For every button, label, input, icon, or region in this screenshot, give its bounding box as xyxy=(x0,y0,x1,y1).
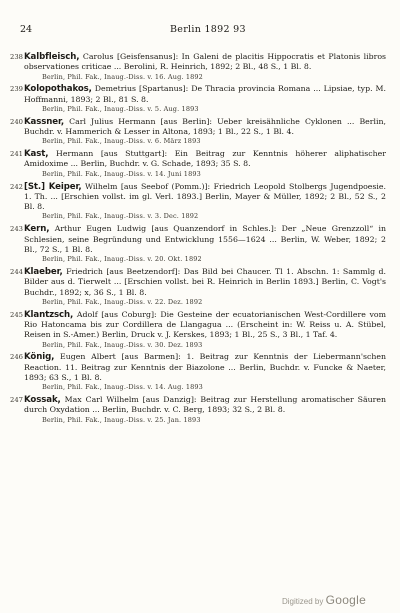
bibliography-entry xyxy=(10,149,387,178)
running-title: Berlin 1892 93 xyxy=(170,24,246,35)
entry-citation xyxy=(24,117,386,138)
google-logo: Google xyxy=(325,593,367,607)
thesis-note: Berlin, Phil. Fak., Inaug.-Diss. v. 25. Jan. 1893 xyxy=(42,415,201,424)
bibliography-entry xyxy=(10,224,386,264)
page-header xyxy=(20,24,386,38)
author-given-name: Friedrich xyxy=(66,266,103,276)
entry-text: [aus Stuttgart]: Ein Beitrag zur Kenntnis höherer aliphatischer Amidoxime ... Berlin, Buchdr. v. G. Schade, 1893; 35 S. 8. xyxy=(24,149,387,169)
thesis-note: Berlin, Phil. Fak., Inaug.-Diss. v. 14. Aug. 1893 xyxy=(42,383,203,392)
entry-citation xyxy=(24,182,386,213)
author-given-name: Hermann xyxy=(56,149,94,159)
entry-number: 240 xyxy=(10,117,23,126)
author-given-name: Adolf xyxy=(76,309,98,319)
thesis-note: Berlin, Phil. Fak., Inaug.-Diss. v. 3. Dec. 1892 xyxy=(42,212,199,221)
bibliography-list xyxy=(10,52,387,427)
thesis-note: Berlin, Phil. Fak., Inaug.-Diss. v. 6. März 1893 xyxy=(42,137,201,146)
author-surname: Kast, xyxy=(24,149,49,160)
entry-number: 246 xyxy=(10,353,23,362)
author-given-name: Wilhelm xyxy=(85,181,118,191)
author-given-name: Carolus xyxy=(82,52,114,61)
entry-text: [aus Danzig]: Beitrag zur Herstellung aromatischer Säuren durch Oxydation ... Berlin, Buchdr. v. C. Berg, 1893; 32 S., 2 Bl. 8. xyxy=(24,395,387,415)
entry-citation xyxy=(24,224,386,255)
entry-number: 243 xyxy=(10,225,23,234)
author-given-name: Eugen Albert xyxy=(60,352,116,362)
author-given-name: Carl Julius Hermann xyxy=(69,116,156,126)
entry-text: [aus Beetzendorf]: Das Bild bei Chaucer. Tl 1. Abschn. 1: Sammlg d. Bilder aus d. Tierwelt ... [Erschien vollst. bei R. Heinrich in Berlin 1893.] Berlin, C. Vogt's Buchdr., 1892; x, 36 S., 1 Bl. 8. xyxy=(24,266,387,297)
entry-citation xyxy=(24,310,386,341)
entry-citation xyxy=(24,52,386,73)
author-surname: König, xyxy=(24,352,55,363)
thesis-note: Berlin, Phil. Fak., Inaug.-Diss. v. 22. Dez. 1892 xyxy=(42,297,203,306)
thesis-note: Berlin, Phil. Fak., Inaug.-Diss. v. 5. Aug. 1893 xyxy=(42,104,199,113)
thesis-note: Berlin, Phil. Fak., Inaug.-Diss. v. 14. Juni 1893 xyxy=(42,169,201,178)
author-surname: Kern, xyxy=(24,224,50,235)
entry-citation xyxy=(24,395,386,416)
entry-citation xyxy=(24,352,386,383)
author-given-name: Arthur Eugen Ludwig xyxy=(54,224,147,234)
entry-citation xyxy=(24,267,386,298)
author-surname: Kalbfleisch, xyxy=(24,52,80,62)
bibliography-entry xyxy=(10,181,386,222)
entry-number: 247 xyxy=(10,396,23,404)
entry-text: [Geisfensanus]: In Galeni de placitis Hippocratis et Platonis libros observationes criticae ... Berolini, R. Heinrich, 1892; 2 Bl., 48 S., 1 Bl. 8. xyxy=(24,52,387,72)
entry-number: 244 xyxy=(10,267,23,276)
page-number: 24 xyxy=(20,24,33,35)
thesis-note: Berlin, Phil. Fak., Inaug.-Diss. v. 16. Aug. 1892 xyxy=(42,72,203,81)
entry-text: [Spartanus]: De Thracia provincia Romana ... Lipsiae, typ. M. Hoffmanni, 1893; 2 Bl., 81 S. 8. xyxy=(24,84,386,104)
author-surname: Klantzsch, xyxy=(24,309,74,320)
bibliography-entry xyxy=(10,84,386,113)
entry-text: [aus Berlin]: Ueber kreisähnliche Cyklonen ... Berlin, Buchdr. v. Hammerich & Lesser in Altona, 1893; 1 Bl., 22 S., 1 Bl. 4. xyxy=(24,116,386,137)
bibliography-entry xyxy=(10,266,387,307)
entry-number: 241 xyxy=(10,150,23,159)
thesis-note: Berlin, Phil. Fak., Inaug.-Diss. v. 30. Dez. 1893 xyxy=(42,340,203,349)
entry-number: 239 xyxy=(10,85,23,94)
author-surname: Klaeber, xyxy=(24,266,63,277)
entry-text: [aus Barmen]: 1. Beitrag zur Kenntnis der Liebermann'schen Reaction. 11. Beitrag zur Kenntnis der Biazolone ... Berlin, Buchdr. v. Funcke & Naeter, 1893; 63 S., 1 Bl. 8. xyxy=(24,352,386,382)
bibliography-entry xyxy=(10,309,386,350)
bibliography-entry xyxy=(10,52,387,81)
author-given-name: Demetrius xyxy=(94,84,137,94)
entry-number: 245 xyxy=(10,310,23,319)
author-surname: Kolopothakos, xyxy=(24,84,92,95)
entry-text: [aus Coburg]: Die Gesteine der ecuatorianischen West-Cordillere vom Rio Hatoncama bis zur Cordillera de Llangagua ... (Erscheint in: W. Reiss u. A. Stübel, Reisen in S.-Amer.) Berlin, Druck v. J. Kerskes, 1893; 1 Bl., 25 S., 3 Bl., 1 Taf. 4. xyxy=(24,309,386,340)
bibliography-entry xyxy=(10,395,387,424)
bibliography-entry xyxy=(10,352,386,392)
thesis-note: Berlin, Phil. Fak., Inaug.-Diss. v. 20. Okt. 1892 xyxy=(42,255,202,264)
author-surname: [St.] Keiper, xyxy=(24,181,82,192)
author-surname: Kossak, xyxy=(24,395,61,405)
author-surname: Kassner, xyxy=(24,116,65,127)
entry-number: 238 xyxy=(10,53,23,61)
entry-citation xyxy=(24,149,386,170)
author-given-name: Max Carl Wilhelm xyxy=(64,395,139,404)
digitization-watermark xyxy=(282,593,366,607)
entry-citation xyxy=(24,84,386,105)
bibliography-entry xyxy=(10,116,386,146)
watermark-text: Digitized by xyxy=(282,597,324,606)
entry-text: [aus Quanzendorf in Schles.]: Der „Neue Grenzzoll“ in Schlesien, seine Begründung und Entwicklung 1556—1624 ... Berlin, W. Weber, 1892; 2 Bl., 72 S., 1 Bl. 8. xyxy=(24,224,386,254)
entry-text: [aus Seebof (Pomm.)]: Friedrich Leopold Stolbergs Jugendpoesie. 1. Th. ... [Erschien vollst. im gl. Verl. 1893.] Berlin, Mayer & Müller, 1892; 2 Bl., 52 S., 2 Bl. 8. xyxy=(24,181,386,212)
entry-number: 242 xyxy=(10,182,23,191)
